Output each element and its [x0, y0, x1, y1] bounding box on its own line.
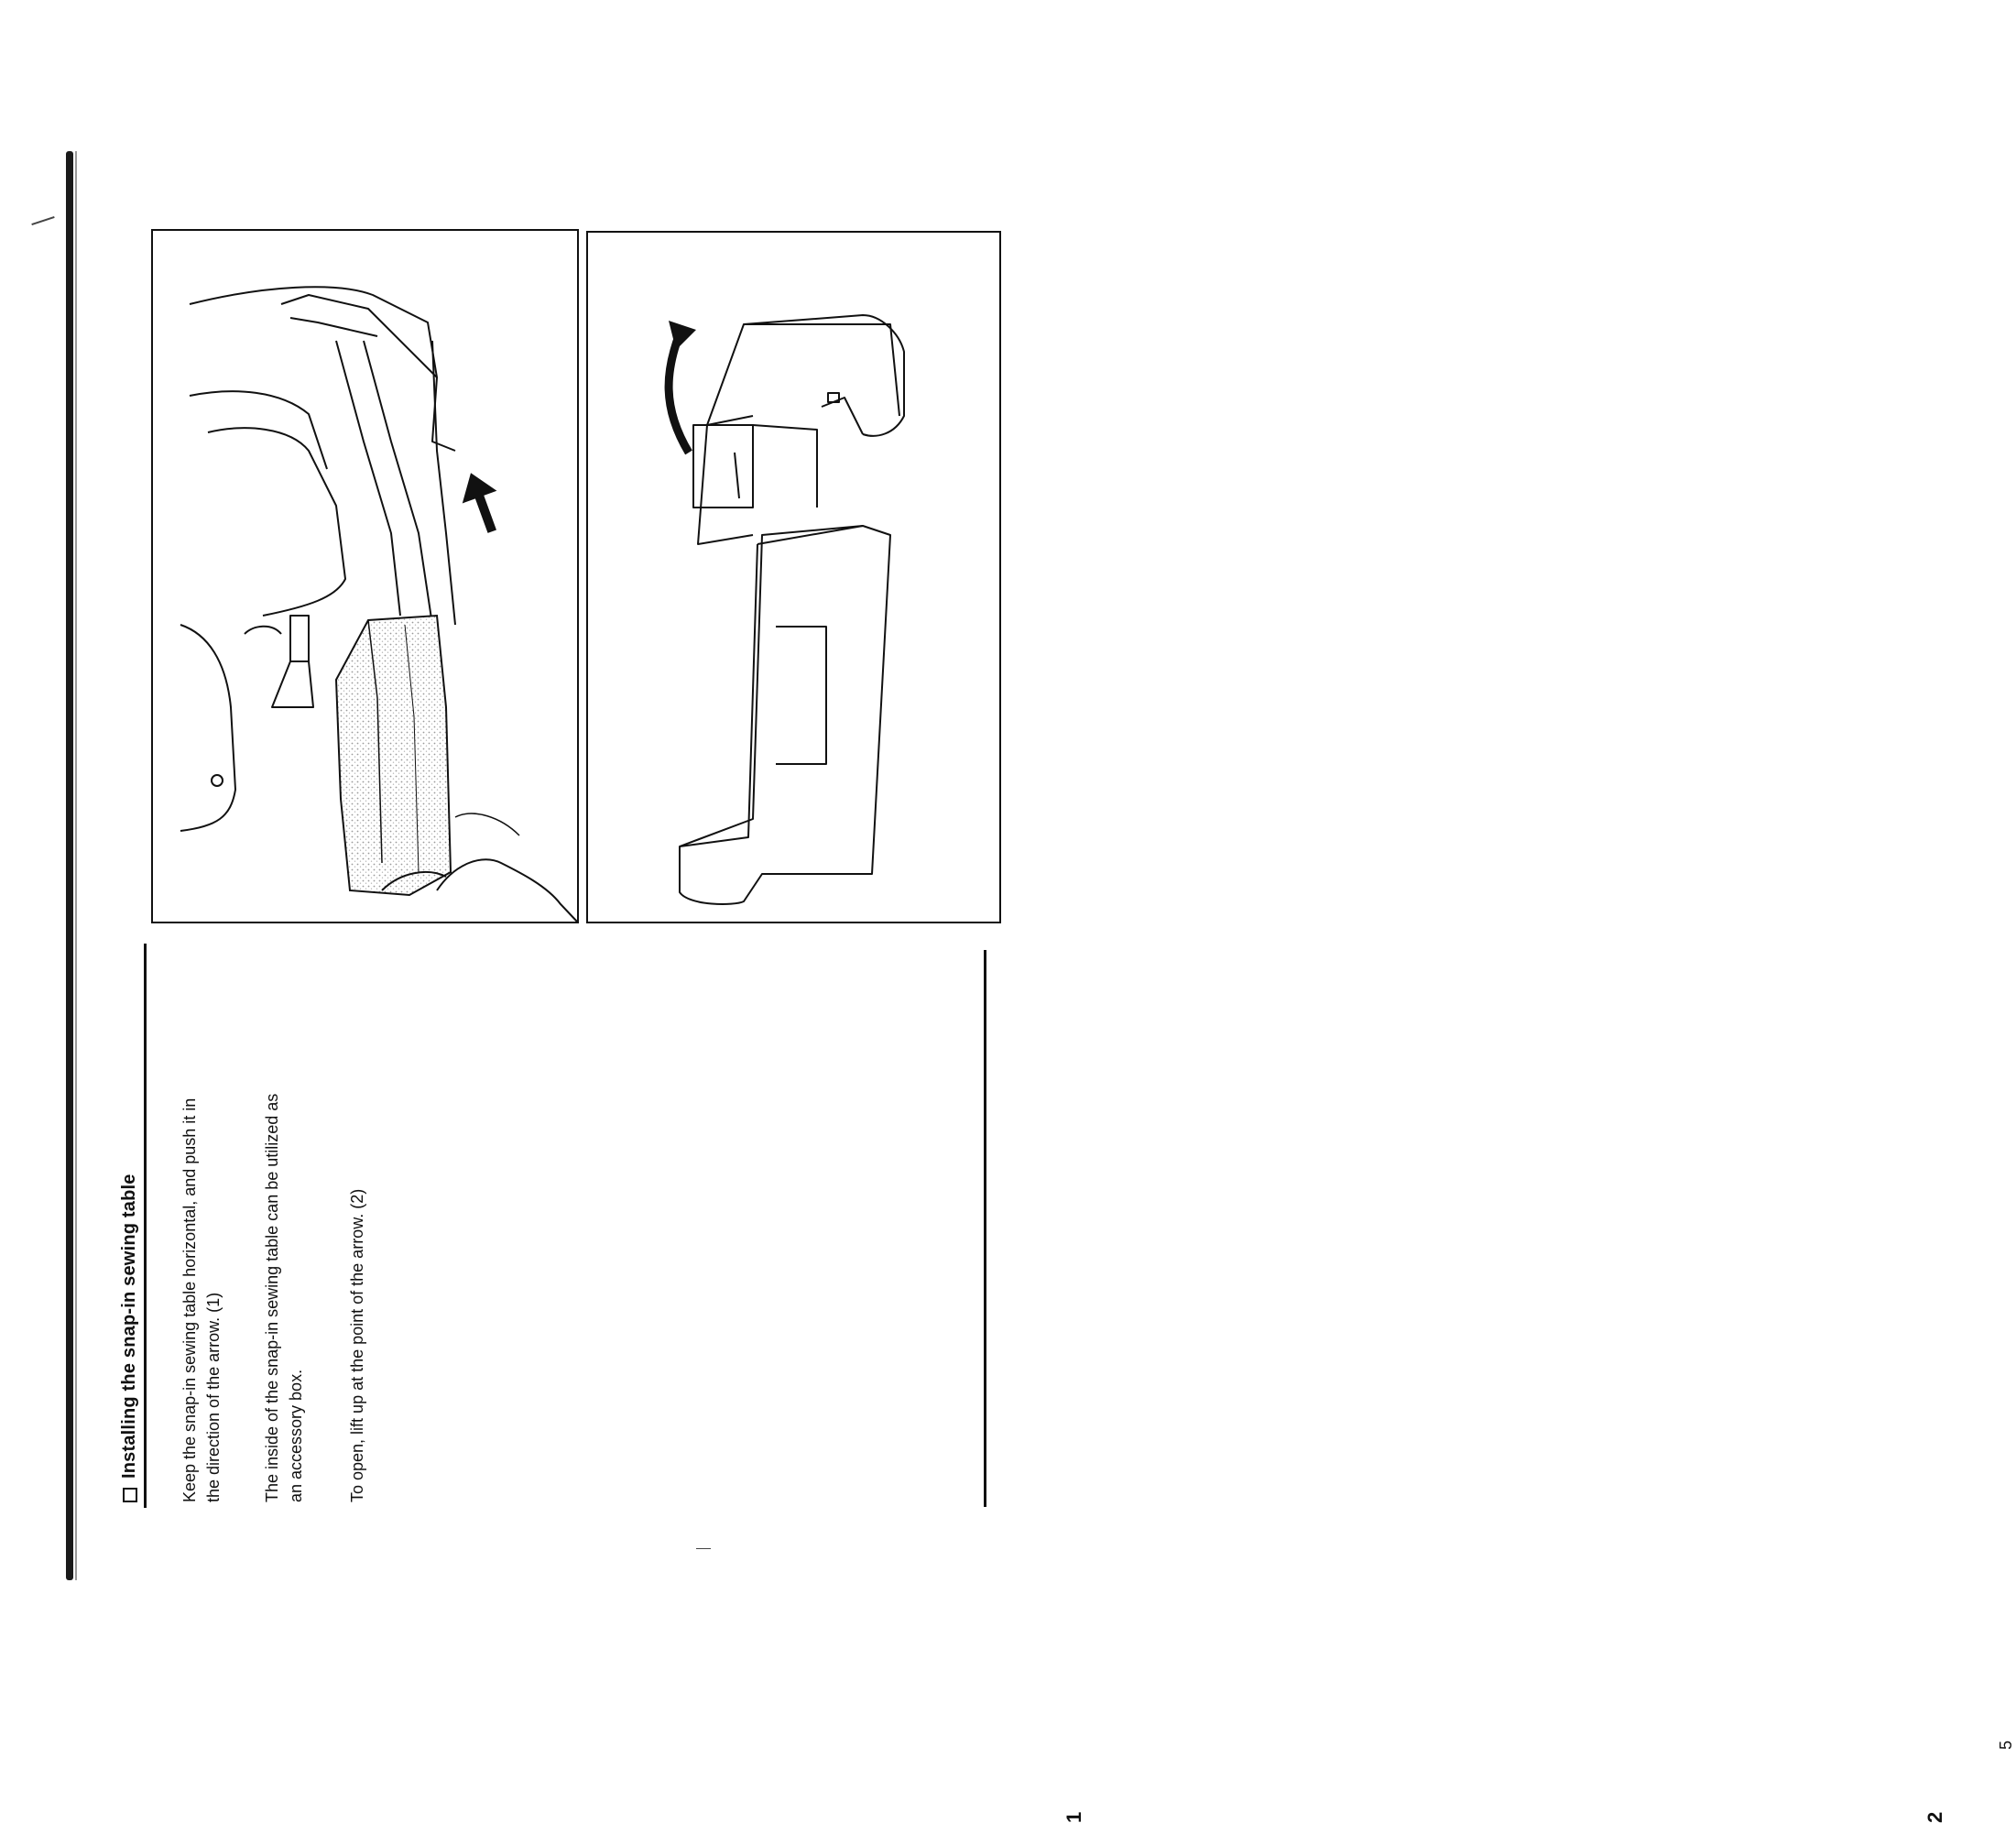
- machine-body-outline: [190, 287, 455, 451]
- presser-foot: [272, 661, 313, 707]
- push-arrow: [453, 466, 509, 538]
- lift-arrow: [669, 321, 696, 453]
- scan-mark: [31, 216, 54, 225]
- figure-2-number: 2: [1923, 1811, 1946, 1823]
- figure-1-number: 1: [1062, 1811, 1085, 1823]
- checkbox-icon: [123, 1488, 137, 1502]
- needle-area-outline: [180, 625, 235, 831]
- paragraph-1-line-2: the direction of the arrow. (1): [204, 1292, 223, 1502]
- snap-in-table: [336, 616, 451, 895]
- binding-edge: [66, 151, 73, 1580]
- page-number: 5: [1997, 1740, 2015, 1750]
- paragraph-1-line-1: Keep the snap-in sewing table horizontal, and push it in: [180, 1097, 199, 1502]
- box-lid: [698, 416, 753, 544]
- figure-1-illustration: [153, 231, 577, 922]
- paragraph-3: [345, 1189, 369, 1502]
- paragraph-2-line-2: an accessory box.: [287, 1369, 305, 1502]
- paragraph-3-line-1: To open, lift up at the point of the arrow. (2): [348, 1188, 366, 1502]
- footer-rule: [984, 950, 986, 1507]
- figure-1-panel: [151, 229, 579, 923]
- paragraph-2-line-1: The inside of the snap-in sewing table can be utilized as: [263, 1093, 281, 1502]
- section-heading: [119, 1173, 140, 1502]
- figure-2-panel: [586, 231, 1001, 923]
- scan-mark: [696, 1548, 711, 1549]
- section-title: Installing the snap-in sewing table: [119, 1173, 139, 1479]
- binding-edge-shadow: [75, 151, 77, 1580]
- hand: [437, 859, 577, 922]
- box-base: [680, 526, 890, 904]
- paragraph-2: [260, 1094, 308, 1502]
- paragraph-1: [178, 1098, 225, 1502]
- figure-2-illustration: [588, 233, 999, 922]
- heading-rule: [144, 944, 147, 1508]
